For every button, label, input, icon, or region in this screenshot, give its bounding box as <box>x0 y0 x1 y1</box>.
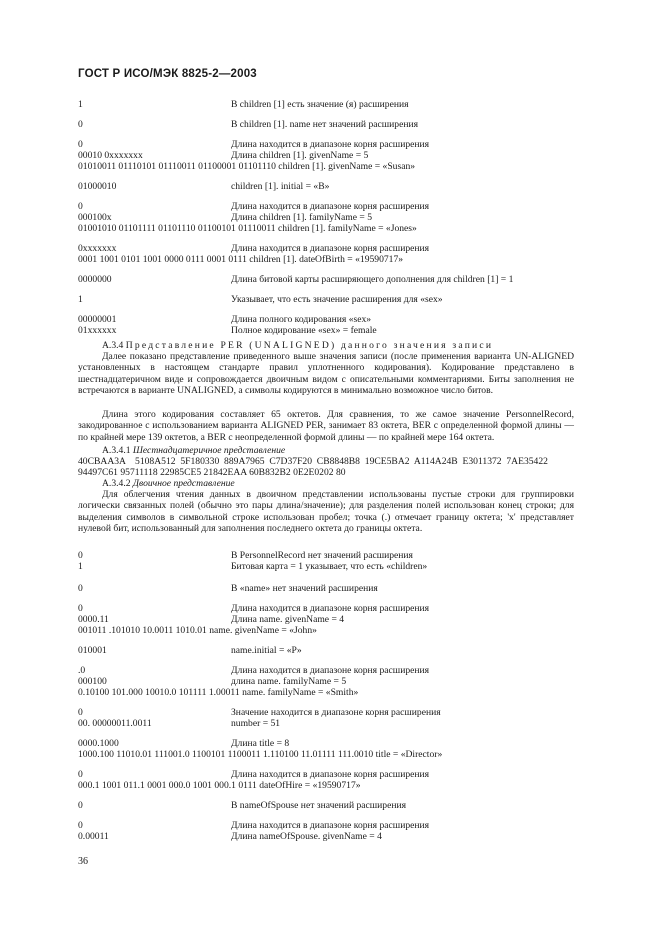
bits-cell: 1 <box>78 561 83 572</box>
full-line: 001011 .101010 10.0011 1010.01 name. givenName = «John» <box>78 625 317 636</box>
comment-cell: Значение находится в диапазоне корня расширения <box>231 707 441 718</box>
bits-cell: 0 <box>78 707 83 718</box>
bits-cell: 0.00011 <box>78 831 109 842</box>
bits-cell: 0 <box>78 583 83 594</box>
bits-cell: 00. 00000011.0011 <box>78 718 152 729</box>
bits-cell: 1 <box>78 294 83 305</box>
full-line: 000.1 1001 011.1 0001 000.0 1001 000.1 0111 dateOfHire = «19590717» <box>78 780 361 791</box>
comment-cell: Длина находится в диапазоне корня расширения <box>231 665 430 676</box>
comment-cell: длина name. familyName = 5 <box>231 676 347 687</box>
comment-cell: Полное кодирование «sex» = female <box>231 325 377 336</box>
section-heading-a342 <box>102 478 235 489</box>
comment-cell: Длина children [1]. givenName = 5 <box>231 150 369 161</box>
section-number: А.3.4.2 <box>102 478 131 489</box>
comment-cell: Длина находится в диапазоне корня расширения <box>231 603 430 614</box>
bits-cell: 1 <box>78 99 83 110</box>
bits-cell: 0000.11 <box>78 614 109 625</box>
comment-cell: Длина находится в диапазоне корня расширения <box>231 243 430 254</box>
section-title: Представление PER (UNALIGNED) данного значения записи <box>125 340 494 351</box>
bits-cell: 0 <box>78 119 83 130</box>
comment-cell: В PersonnelRecord нет значений расширения <box>231 550 413 561</box>
bits-cell: 00010 0xxxxxxx <box>78 150 143 161</box>
section-title: Двоичное представление <box>132 478 235 489</box>
page-number: 36 <box>78 856 88 867</box>
comment-cell: Длина находится в диапазоне корня расширения <box>231 201 430 212</box>
comment-cell: Длина полного кодирования «sex» <box>231 314 372 325</box>
paragraph-binary-notes: Для облегчения чтения данных в двоичном представлении использованы пустые строки для группировки логически связанных полей (обычно это пары длина/значение); для разделения полей использован конец строки; для выделения символов в символьной строке использован пробел; точка (.) отмечает границу октета; 'x' представляет нулевой бит, использованный для заполнения последнего октета до границы октета. <box>78 489 574 535</box>
bits-cell: 0000.1000 <box>78 738 119 749</box>
comment-cell: Длина title = 8 <box>231 738 290 749</box>
section-number: А.3.4.1 <box>102 445 131 456</box>
bits-cell: 01000010 <box>78 181 117 192</box>
hex-line-2: 94497C61 95711118 22985CE5 21842EAA 60B832B2 0E2E0202 80 <box>78 467 346 478</box>
comment-cell: В children [1] есть значение (я) расширения <box>231 99 409 110</box>
page-header: ГОСТ Р ИСО/МЭК 8825-2—2003 <box>78 68 257 80</box>
comment-cell: Битовая карта = 1 указывает, что есть «children» <box>231 561 428 572</box>
bits-cell: 0xxxxxxx <box>78 243 117 254</box>
paragraph-length: Длина этого кодирования составляет 65 октетов. Для сравнения, то же самое значение PersonnelRecord, закодированное с использованием варианта ALIGNED PER, занимает 83 октета, BER с определенной формой длины — по крайней мере 139 октетов, а BER с неопределенной формой длины — по крайней мере 164 октета. <box>78 409 574 443</box>
comment-cell: Длина nameOfSpouse. givenName = 4 <box>231 831 382 842</box>
full-line: 0.10100 101.000 10010.0 101111 1.00011 name. familyName = «Smith» <box>78 687 359 698</box>
bits-cell: 0 <box>78 820 83 831</box>
full-line: 01010011 01110101 01110011 01100001 01101110 children [1]. givenName = «Susan» <box>78 161 416 172</box>
bits-cell: 00000001 <box>78 314 117 325</box>
bits-cell: 000100x <box>78 212 112 223</box>
comment-cell: Длина находится в диапазоне корня расширения <box>231 769 430 780</box>
comment-cell: number = 51 <box>231 718 281 729</box>
comment-cell: Длина name. givenName = 4 <box>231 614 345 625</box>
bits-cell: 0 <box>78 139 83 150</box>
comment-cell: В children [1]. name нет значений расширения <box>231 119 419 130</box>
comment-cell: Длина находится в диапазоне корня расширения <box>231 139 430 150</box>
section-number: А.3.4 <box>102 340 124 351</box>
bits-cell: 010001 <box>78 645 107 656</box>
bits-cell: 01xxxxxx <box>78 325 117 336</box>
full-line: 01001010 01101111 01101110 01100101 01110011 children [1]. familyName = «Jones» <box>78 223 417 234</box>
section-title: Шестнадцатеричное представление <box>132 445 286 456</box>
comment-cell: Длина children [1]. familyName = 5 <box>231 212 373 223</box>
bits-cell: .0 <box>78 665 86 676</box>
comment-cell: Длина находится в диапазоне корня расширения <box>231 820 430 831</box>
comment-cell: Длина битовой карты расширяющего дополнения для children [1] = 1 <box>231 274 514 285</box>
bits-cell: 000100 <box>78 676 107 687</box>
comment-cell: В nameOfSpouse нет значений расширения <box>231 800 407 811</box>
comment-cell: children [1]. initial = «B» <box>231 181 330 192</box>
comment-cell: name.initial = «P» <box>231 645 302 656</box>
bits-cell: 0 <box>78 201 83 212</box>
bits-cell: 0 <box>78 603 83 614</box>
bits-cell: 0 <box>78 550 83 561</box>
section-heading-a34 <box>102 340 493 351</box>
bits-cell: 0 <box>78 769 83 780</box>
comment-cell: Указывает, что есть значение расширения для «sex» <box>231 294 443 305</box>
full-line: 1000.100 11010.01 111001.0 1100101 1100011 1.110100 11.01111 111.0010 title = «Director» <box>78 749 443 760</box>
full-line: 0001 1001 0101 1001 0000 0111 0001 0111 children [1]. dateOfBirth = «19590717» <box>78 254 404 265</box>
bits-cell: 0000000 <box>78 274 112 285</box>
comment-cell: В «name» нет значений расширения <box>231 583 378 594</box>
hex-line-1: 40CBAA3A 5108A512 5F180330 889A7965 C7D37F20 CB8848B8 19CE5BA2 A114A24B E3011372 7AE35422 <box>78 456 548 467</box>
section-heading-a341 <box>102 445 285 456</box>
bits-cell: 0 <box>78 800 83 811</box>
paragraph-intro: Далее показано представление приведенного выше значения записи (после применения варианта UN-ALIGNED установленных в настоящем стандарте правил уплотненного кодирования). Кодирование представлено в шестнадцатеричном виде и сопровождается двоичным видом с описательными комментариями. Биты заполнения не встречаются в варианте UNALIGNED, а символы кодируются в минимально возможное число битов. <box>78 351 574 397</box>
